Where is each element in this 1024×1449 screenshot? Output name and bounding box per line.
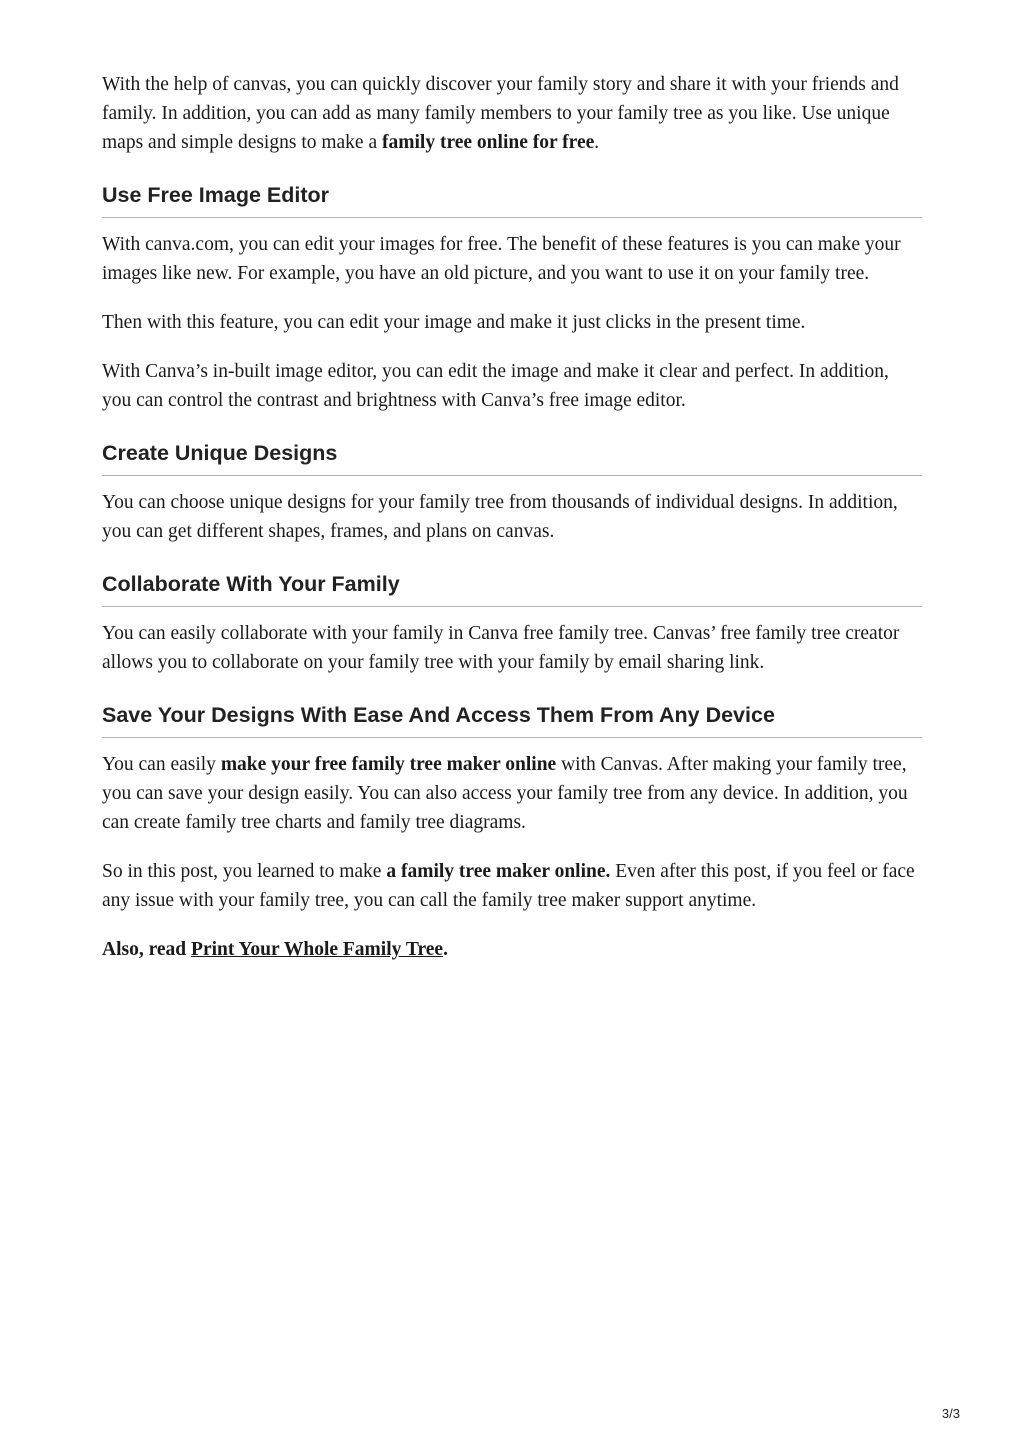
paragraph: [102, 750, 922, 837]
also-read-suffix: .: [443, 939, 448, 960]
also-read-link[interactable]: Print Your Whole Family Tree: [191, 939, 444, 960]
bold-text: a family tree maker online.: [386, 861, 611, 882]
text: You can easily: [102, 754, 221, 775]
paragraph: You can choose unique designs for your family tree from thousands of individual designs. In addition, you can get different shapes, frames, and plans on canvas.: [102, 492, 898, 542]
heading-use-free-image-editor: Use Free Image Editor: [102, 183, 922, 218]
intro-text-end: .: [594, 132, 600, 153]
heading-create-unique-designs: Create Unique Designs: [102, 441, 922, 476]
paragraph: You can easily collaborate with your family in Canva free family tree. Canvas’ free family tree creator allows you to collaborate on your family tree with your family by email sharing link.: [102, 623, 900, 673]
article-body: [102, 70, 922, 984]
text: So in this post, you learned to make: [102, 861, 387, 882]
intro-paragraph: [102, 70, 922, 157]
paragraph: [102, 857, 922, 915]
also-read-paragraph: [102, 935, 922, 964]
heading-collaborate-with-your-family: Collaborate With Your Family: [102, 572, 922, 607]
intro-bold-text: family tree online for free: [382, 132, 595, 153]
text: with Canvas. After making your family tree, you can save your design easily. You can also access your family tree from any device. In addition, you can create family tree charts and family tree diagrams.: [102, 754, 908, 833]
paragraph: Then with this feature, you can edit your image and make it just clicks in the present time.: [102, 312, 806, 333]
heading-save-your-designs: Save Your Designs With Ease And Access Them From Any Device: [102, 703, 922, 738]
paragraph: With canva.com, you can edit your images for free. The benefit of these features is you can make your images like new. For example, you have an old picture, and you want to use it on your family tree.: [102, 234, 901, 284]
paragraph: With Canva’s in-built image editor, you can edit the image and make it clear and perfect. In addition, you can control the contrast and brightness with Canva’s free image editor.: [102, 361, 889, 411]
text: Even after this post, if you feel or face any issue with your family tree, you can call the family tree maker support anytime.: [102, 861, 915, 911]
also-read-prefix: Also, read: [102, 939, 192, 960]
intro-text: With the help of canvas, you can quickly discover your family story and share it with your friends and family. In addition, you can add as many family members to your family tree as you like. Use unique maps and simple designs to make a: [102, 74, 899, 153]
bold-text: make your free family tree maker online: [220, 754, 557, 775]
page-number: 3/3: [941, 1406, 960, 1421]
